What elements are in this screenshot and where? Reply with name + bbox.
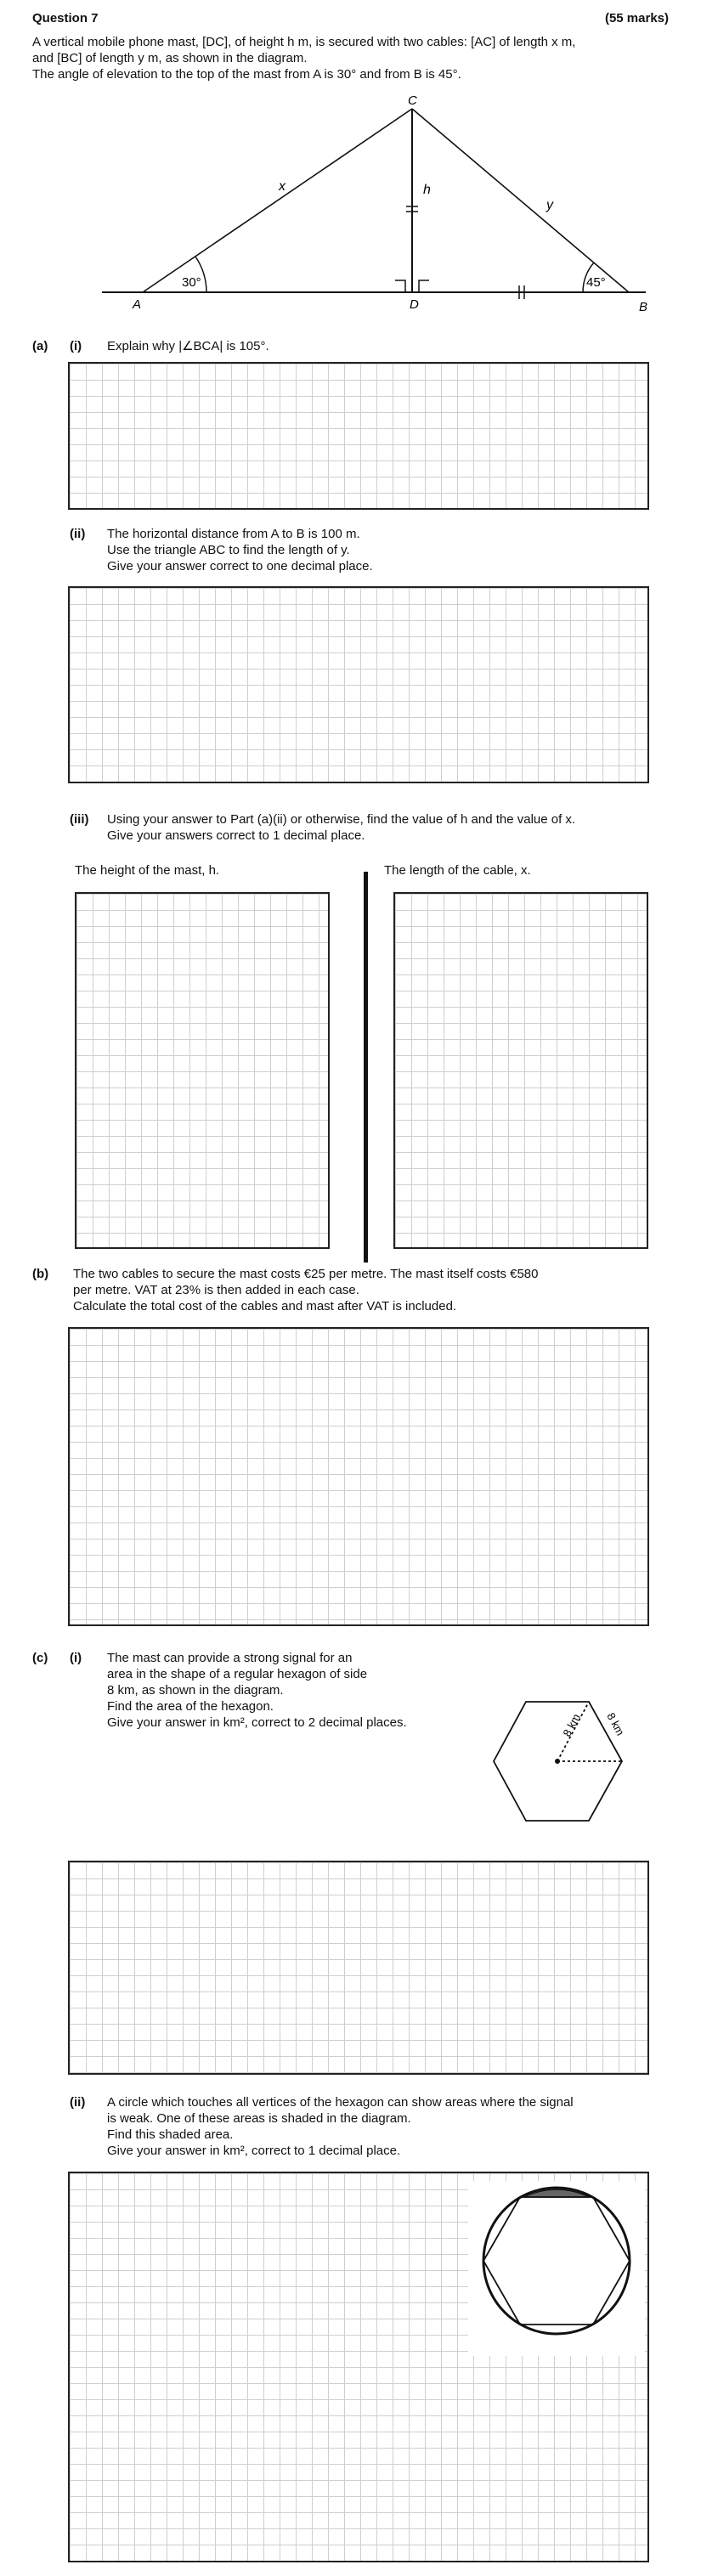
mast-diagram: [0, 0, 701, 323]
part-c-ii-line-4: Give your answer in km², correct to 1 decimal place.: [107, 2144, 401, 2158]
intro-line-2: and [BC] of length y m, as shown in the diagram.: [32, 51, 308, 65]
intro-line-3: The angle of elevation to the top of the mast from A is 30° and from B is 45°.: [32, 67, 461, 82]
part-c-i-line-5: Give your answer in km², correct to 2 decimal places.: [107, 1715, 407, 1730]
circle-hexagon-diagram: [468, 2181, 645, 2356]
circumcircle: [483, 2188, 630, 2334]
part-c-ii-line-2: is weak. One of these areas is shaded in the diagram.: [107, 2111, 411, 2126]
vertex-a-label: A: [133, 297, 142, 312]
side-x-label: x: [279, 179, 285, 194]
part-a-iii-line-1: Using your answer to Part (a)(ii) or otherwise, find the value of h and the value of x.: [107, 812, 576, 827]
circle-figure-panel: [468, 2181, 645, 2356]
part-b-line-2: per metre. VAT at 23% is then added in each case.: [73, 1283, 359, 1297]
hex-side-label-inner: 8 km: [560, 1711, 583, 1739]
hex-side-label-outer: 8 km: [604, 1710, 627, 1738]
angle-a-label: 30°: [182, 275, 201, 290]
part-c-i-line-1: The mast can provide a strong signal for an: [107, 1651, 353, 1665]
part-c-i-line-4: Find the area of the hexagon.: [107, 1699, 274, 1714]
mast-h-label: h: [423, 183, 431, 197]
part-a-i-text: Explain why |∠BCA| is 105°.: [107, 339, 269, 353]
vertex-b-label: B: [639, 300, 648, 314]
column-divider: [364, 872, 368, 1263]
part-c-label: (c): [32, 1651, 48, 1665]
part-a-ii-line-3: Give your answer correct to one decimal place.: [107, 559, 373, 573]
part-a-ii-line-1: The horizontal distance from A to B is 100 m.: [107, 527, 360, 541]
answer-box-c-i[interactable]: [68, 1861, 649, 2075]
right-angle-left: [395, 280, 405, 292]
vertex-c-label: C: [408, 93, 417, 108]
part-b-line-3: Calculate the total cost of the cables and mast after VAT is included.: [73, 1299, 457, 1313]
part-a-label: (a): [32, 339, 48, 353]
hexagon-centre: [555, 1759, 560, 1764]
part-c-ii-line-3: Find this shaded area.: [107, 2127, 234, 2142]
part-c-ii-label: (ii): [70, 2095, 86, 2110]
part-a-iii-label: (iii): [70, 812, 89, 827]
part-c-i-line-3: 8 km, as shown in the diagram.: [107, 1683, 284, 1698]
hexagon-diagram: [476, 1686, 663, 1831]
length-heading: The length of the cable, x.: [384, 863, 531, 878]
part-b-label: (b): [32, 1267, 49, 1281]
question-title: Question 7: [32, 11, 99, 25]
part-b-line-1: The two cables to secure the mast costs €25 per metre. The mast itself costs €580: [73, 1267, 539, 1281]
cable-ac: [143, 109, 412, 292]
answer-box-a-ii[interactable]: [68, 586, 649, 783]
vertex-d-label: D: [410, 297, 419, 312]
right-angle-right: [419, 280, 429, 292]
inscribed-hexagon: [483, 2197, 630, 2325]
angle-b-label: 45°: [586, 275, 606, 290]
answer-box-b[interactable]: [68, 1327, 649, 1626]
cable-bc: [412, 109, 629, 292]
part-a-iii-line-2: Give your answers correct to 1 decimal place.: [107, 828, 365, 843]
side-y-label: y: [546, 198, 553, 212]
answer-box-a-iii-height[interactable]: [75, 892, 330, 1249]
height-heading: The height of the mast, h.: [75, 863, 220, 878]
question-marks: (55 marks): [604, 11, 669, 25]
part-a-ii-label: (ii): [70, 527, 86, 541]
answer-box-a-i[interactable]: [68, 362, 649, 510]
part-a-i-label: (i): [70, 339, 82, 353]
part-a-ii-line-2: Use the triangle ABC to find the length of y.: [107, 543, 350, 557]
intro-line-1: A vertical mobile phone mast, [DC], of height h m, is secured with two cables: [AC] of length x m,: [32, 35, 576, 49]
part-c-i-label: (i): [70, 1651, 82, 1665]
part-c-ii-line-1: A circle which touches all vertices of the hexagon can show areas where the signal: [107, 2095, 574, 2110]
answer-box-a-iii-length[interactable]: [393, 892, 648, 1249]
part-c-i-line-2: area in the shape of a regular hexagon of side: [107, 1667, 368, 1681]
